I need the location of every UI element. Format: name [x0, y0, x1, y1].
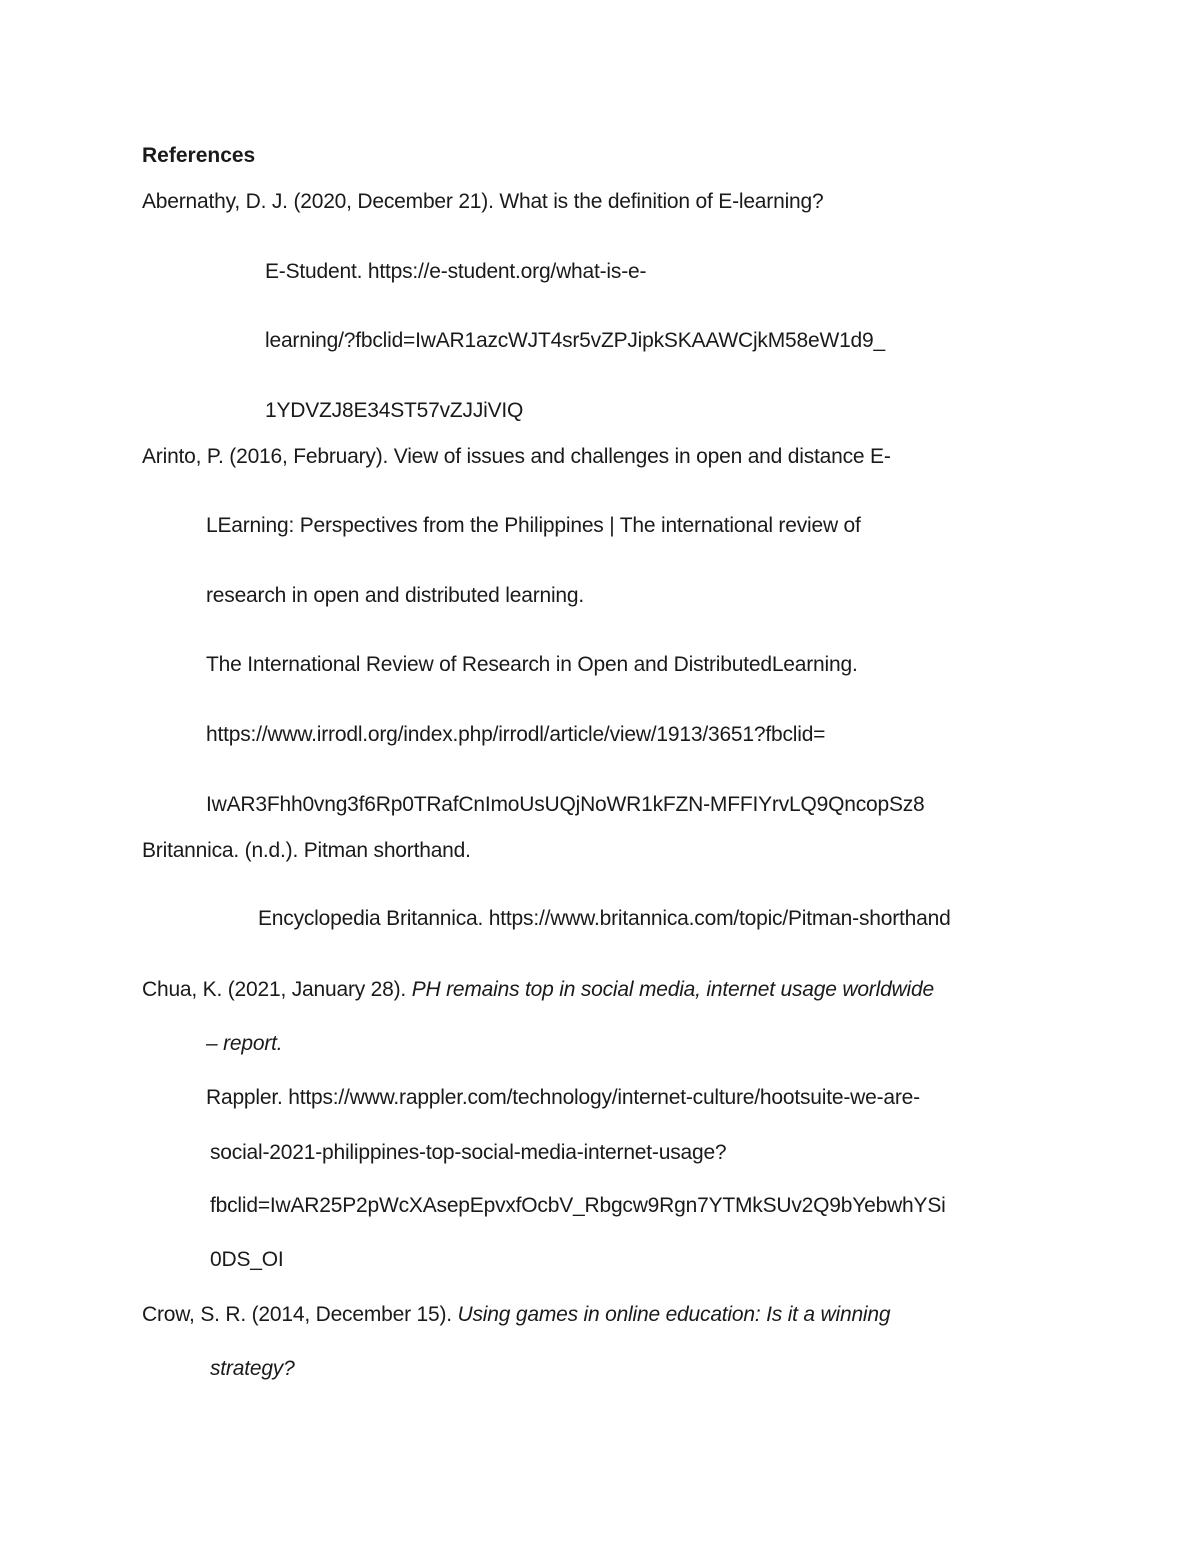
reference-abernathy-line-3: learning/?fbclid=IwAR1azcWJT4sr5vZPJipkSKAAWCjkM58eW1d9_ [265, 329, 885, 352]
reference-arinto-line-6: IwAR3Fhh0vng3f6Rp0TRafCnImoUsUQjNoWR1kFZN-MFFIYrvLQ9QncopSz8 [206, 793, 925, 816]
reference-abernathy-line-1: Abernathy, D. J. (2020, December 21). What is the definition of E-learning? [142, 190, 824, 213]
reference-crow-line-1 [142, 1302, 890, 1328]
reference-britannica-line-1: Britannica. (n.d.). Pitman shorthand. [142, 839, 471, 862]
reference-arinto-line-1: Arinto, P. (2016, February). View of issues and challenges in open and distance E- [142, 445, 891, 468]
reference-crow-author-date: Crow, S. R. (2014, December 15). [142, 1303, 458, 1326]
reference-chua-line-4: social-2021-philippines-top-social-media-internet-usage? [210, 1141, 727, 1164]
reference-arinto-line-5: https://www.irrodl.org/index.php/irrodl/article/view/1913/3651?fbclid= [206, 723, 826, 746]
reference-crow-line-2: strategy? [210, 1357, 295, 1380]
reference-chua-line-3: Rappler. https://www.rappler.com/technology/internet-culture/hootsuite-we-are- [206, 1086, 920, 1109]
reference-abernathy-line-4: 1YDVZJ8E34ST57vZJJiVIQ [265, 399, 524, 422]
reference-chua-author-date: Chua, K. (2021, January 28). [142, 978, 412, 1001]
reference-chua-line-2: – report. [206, 1032, 283, 1055]
reference-chua-title: PH remains top in social media, internet usage worldwide [411, 978, 934, 1001]
reference-arinto-line-2: LEarning: Perspectives from the Philippines | The international review of [206, 514, 861, 537]
reference-chua-line-6: 0DS_OI [210, 1248, 284, 1271]
reference-arinto-line-4: The International Review of Research in Open and DistributedLearning. [206, 653, 858, 676]
reference-arinto-line-3: research in open and distributed learning. [206, 584, 585, 607]
references-heading: References [142, 144, 256, 167]
reference-chua-line-1 [142, 977, 934, 1003]
reference-britannica-line-2: Encyclopedia Britannica. https://www.britannica.com/topic/Pitman-shorthand [258, 907, 951, 930]
reference-abernathy-line-2: E-Student. https://e-student.org/what-is-e- [265, 260, 647, 283]
reference-crow-title: Using games in online education: Is it a winning [457, 1303, 891, 1326]
reference-chua-line-5: fbclid=IwAR25P2pWcXAsepEpvxfOcbV_Rbgcw9Rgn7YTMkSUv2Q9bYebwhYSi [210, 1194, 946, 1217]
